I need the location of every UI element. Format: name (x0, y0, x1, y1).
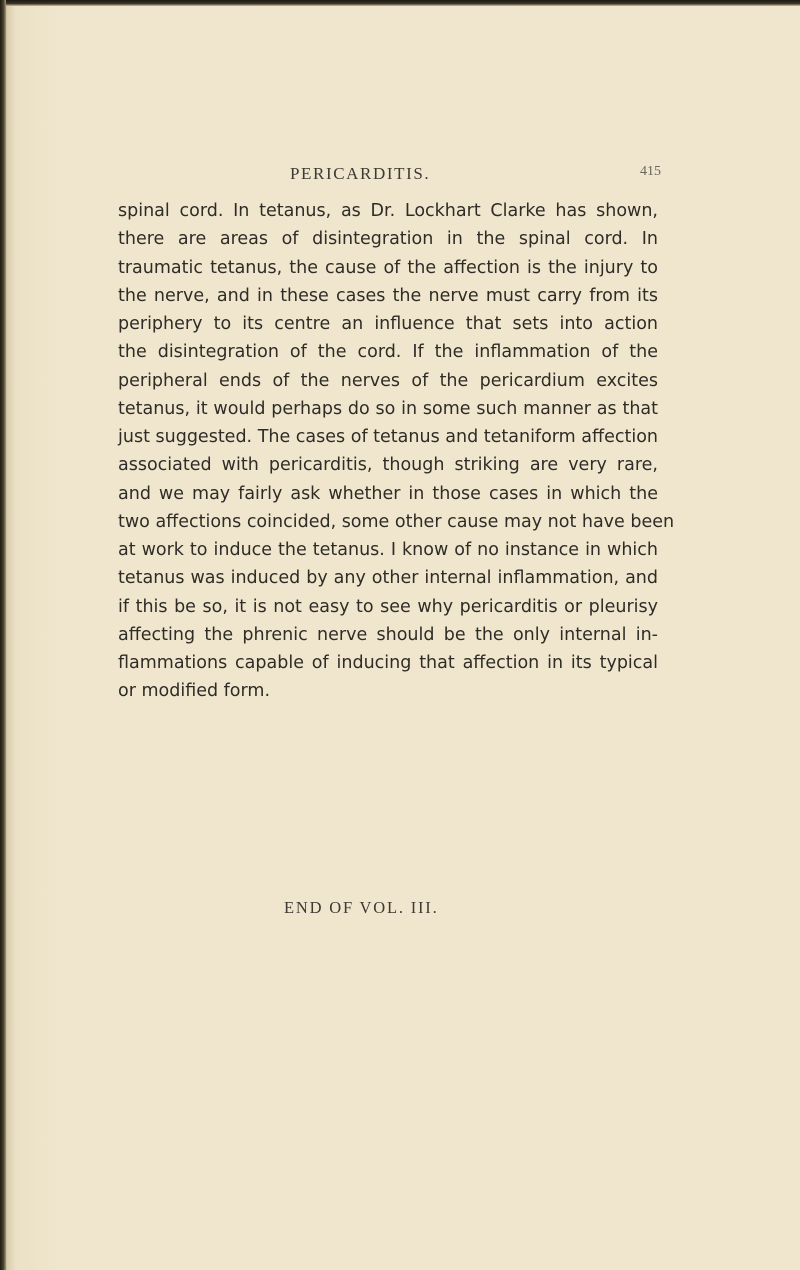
text-line: associated with pericarditis, though striking are very rare, (118, 455, 658, 476)
running-head (0, 164, 800, 192)
text-line: spinal cord. In tetanus, as Dr. Lockhart Clarke has shown, (118, 201, 658, 221)
text-line: at work to induce the tetanus. I know of no instance in which (118, 540, 658, 560)
text-line: the disintegration of the cord. If the inflammation of the (118, 342, 658, 363)
end-of-volume-text: END OF VOL. III. (284, 898, 439, 917)
text-line: the nerve, and in these cases the nerve must carry from its (118, 285, 658, 306)
text-line: affecting the phrenic nerve should be the only internal in- (118, 624, 658, 645)
text-line: and we may fairly ask whether in those cases in which the (118, 483, 658, 504)
running-title: PERICARDITIS. (290, 164, 431, 183)
text-line: peripheral ends of the nerves of the pericardium excites (118, 370, 658, 391)
text-line: traumatic tetanus, the cause of the affection is the injury to (118, 257, 658, 278)
text-line: just suggested. The cases of tetanus and tetaniform affection (118, 427, 658, 447)
page-number: 415 (640, 164, 661, 179)
page-top-edge (0, 0, 800, 6)
text-line: two affections coincided, some other cause may not have been (118, 511, 675, 532)
text-line: if this be so, it is not easy to see why pericarditis or pleurisy (118, 596, 658, 617)
text-line: tetanus was induced by any other internal inflammation, and (118, 568, 658, 589)
body-paragraph (118, 197, 675, 706)
text-line: there are areas of disintegration in the spinal cord. In (118, 229, 658, 250)
text-line: periphery to its centre an influence that sets into action (118, 314, 658, 334)
text-line: or modified form. (118, 681, 271, 702)
text-line: flammations capable of inducing that affection in its typical (118, 653, 658, 673)
text-line: tetanus, it would perhaps do so in some such manner as that (118, 398, 658, 419)
